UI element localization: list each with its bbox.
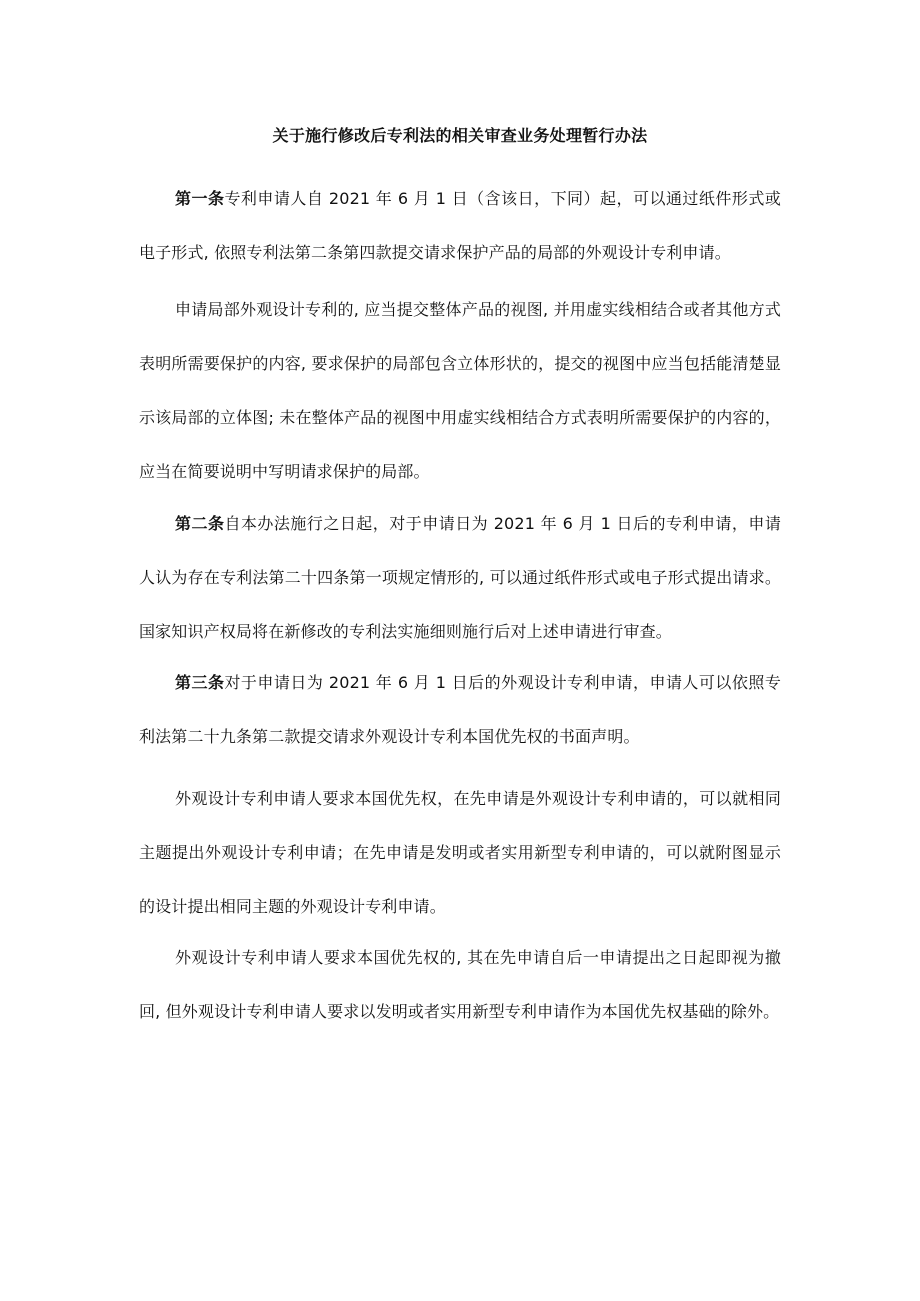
article-3-text: 对于申请日为 2021 年 6 月 1 日后的外观设计专利申请，申请人可以依照专利法第二十九条第二款提交请求外观设计专利本国优先权的书面声明。 xyxy=(139,673,781,746)
article-3-continuation-paragraph-1 xyxy=(139,772,781,934)
article-2-paragraph xyxy=(139,497,781,659)
article-1-label: 第一条 xyxy=(175,189,225,208)
article-3-continuation-text-1: 外观设计专利申请人要求本国优先权，在先申请是外观设计专利申请的，可以就相同主题提出外观设计专利申请；在先申请是发明或者实用新型专利申请的，可以就附图显示的设计提出相同主题的外观设计专利申请。 xyxy=(139,789,781,916)
article-1-paragraph xyxy=(139,172,781,280)
article-3-label: 第三条 xyxy=(175,673,225,692)
article-1-continuation-paragraph xyxy=(139,283,781,499)
article-1-continuation-text: 申请局部外观设计专利的, 应当提交整体产品的视图, 并用虚实线相结合或者其他方式表明所需要保护的内容, 要求保护的局部包含立体形状的，提交的视图中应当包括能清楚显示该局部的立体图; 未在整体产品的视图中用虚实线相结合方式表明所需要保护的内容的，应当在简要说明中写明请求保护的局部。 xyxy=(139,300,781,481)
article-2-text: 自本办法施行之日起，对于申请日为 2021 年 6 月 1 日后的专利申请，申请人认为存在专利法第二十四条第一项规定情形的, 可以通过纸件形式或电子形式提出请求。国家知识产权局将在新修改的专利法实施细则施行后对上述申请进行审查。 xyxy=(139,514,781,641)
article-3-continuation-paragraph-2 xyxy=(139,931,781,1039)
article-3-paragraph xyxy=(139,656,781,764)
article-1-text: 专利申请人自 2021 年 6 月 1 日（含该日，下同）起，可以通过纸件形式或电子形式, 依照专利法第二条第四款提交请求保护产品的局部的外观设计专利申请。 xyxy=(139,189,781,262)
article-3-continuation-text-2: 外观设计专利申请人要求本国优先权的, 其在先申请自后一申请提出之日起即视为撤回, 但外观设计专利申请人要求以发明或者实用新型专利申请作为本国优先权基础的除外。 xyxy=(139,948,781,1021)
article-2-label: 第二条 xyxy=(175,514,225,533)
document-title: 关于施行修改后专利法的相关审查业务处理暂行办法 xyxy=(272,126,648,145)
